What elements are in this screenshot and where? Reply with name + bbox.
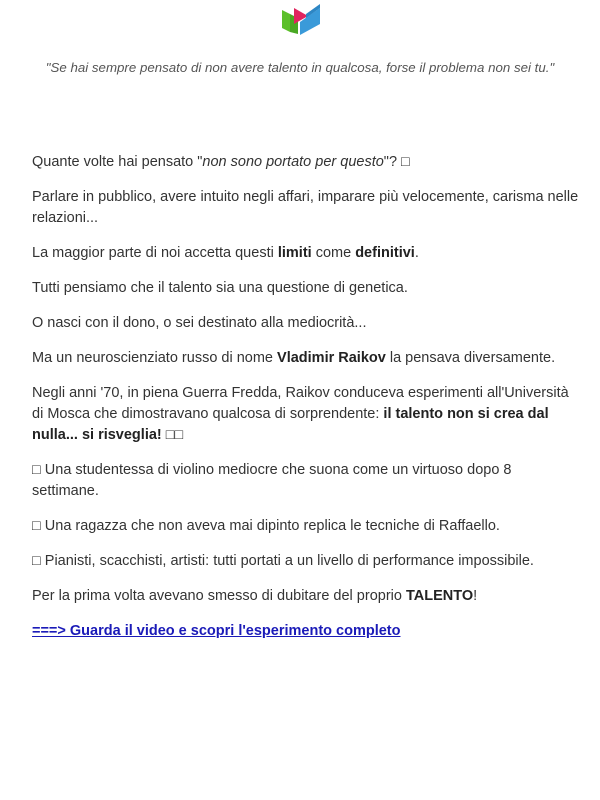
header-quote: "Se hai sempre pensato di non avere talento in qualcosa, forse il problema non sei tu." — [45, 60, 555, 75]
watch-video-link[interactable]: ===> Guarda il video e scopri l'esperimento completo — [32, 623, 401, 639]
paragraph-1: Quante volte hai pensato "non sono portato per questo"? □ — [32, 154, 410, 170]
email-body — [32, 152, 580, 656]
paragraph-8: □ Una studentessa di violino mediocre che suona come un virtuoso dopo 8 settimane. — [32, 462, 512, 499]
paragraph-4: Tutti pensiamo che il talento sia una questione di genetica. — [32, 280, 408, 296]
paragraph-9: □ Una ragazza che non aveva mai dipinto replica le tecniche di Raffaello. — [32, 518, 500, 534]
paragraph-5: O nasci con il dono, o sei destinato alla mediocrità... — [32, 315, 367, 331]
paragraph-11: Per la prima volta avevano smesso di dubitare del proprio TALENTO! — [32, 588, 478, 604]
play-book-logo-icon — [278, 2, 324, 36]
paragraph-7: Negli anni '70, in piena Guerra Fredda, Raikov conduceva esperimenti all'Università di Mosca che dimostravano qualcosa di sorprendente: il talento non si crea dal nulla... si risveglia! □□ — [32, 385, 569, 443]
paragraph-6: Ma un neuroscienziato russo di nome Vladimir Raikov la pensava diversamente. — [32, 350, 556, 366]
cta-paragraph — [32, 621, 580, 642]
paragraph-3: La maggior parte di noi accetta questi limiti come definitivi. — [32, 245, 419, 261]
paragraph-10: □ Pianisti, scacchisti, artisti: tutti portati a un livello di performance impossibile. — [32, 553, 534, 569]
paragraph-2: Parlare in pubblico, avere intuito negli affari, imparare più velocemente, carisma nelle relazioni... — [32, 189, 579, 226]
